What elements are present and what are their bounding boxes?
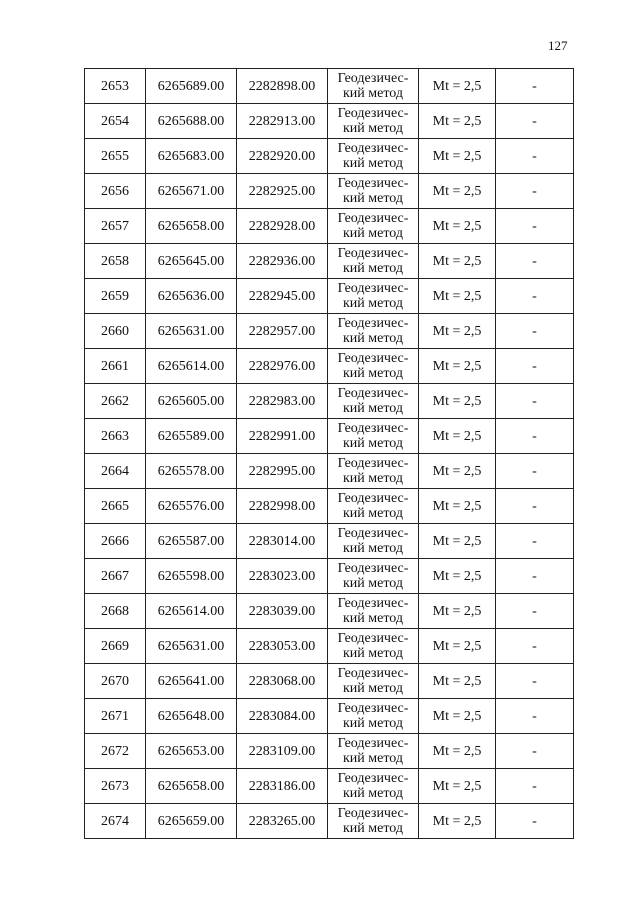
note-cell: -	[496, 489, 574, 524]
method-cell	[328, 139, 419, 174]
method-cell	[328, 69, 419, 104]
page-number: 127	[548, 38, 568, 53]
method-line-2: кий метод	[342, 786, 403, 801]
table-row	[85, 594, 574, 629]
method-cell	[328, 314, 419, 349]
note-cell: -	[496, 454, 574, 489]
method-line-1: Геодезичес-	[337, 386, 409, 401]
accuracy-cell: Mt = 2,5	[419, 489, 496, 524]
method-line-2: кий метод	[342, 401, 403, 416]
accuracy-cell: Mt = 2,5	[419, 279, 496, 314]
method-cell	[328, 734, 419, 769]
point-number-cell: 2659	[85, 279, 146, 314]
table-row	[85, 419, 574, 454]
table-row	[85, 209, 574, 244]
accuracy-cell: Mt = 2,5	[419, 699, 496, 734]
method-line-2: кий метод	[342, 191, 403, 206]
table-row	[85, 664, 574, 699]
note-cell: -	[496, 279, 574, 314]
y-coordinate-cell: 2283053.00	[237, 629, 328, 664]
method-line-2: кий метод	[342, 296, 403, 311]
accuracy-cell: Mt = 2,5	[419, 524, 496, 559]
table-row	[85, 489, 574, 524]
table-row	[85, 69, 574, 104]
x-coordinate-cell: 6265605.00	[146, 384, 237, 419]
note-cell: -	[496, 734, 574, 769]
y-coordinate-cell: 2282920.00	[237, 139, 328, 174]
method-line-1: Геодезичес-	[337, 71, 409, 86]
point-number-cell: 2653	[85, 69, 146, 104]
method-cell	[328, 384, 419, 419]
y-coordinate-cell: 2282936.00	[237, 244, 328, 279]
x-coordinate-cell: 6265576.00	[146, 489, 237, 524]
y-coordinate-cell: 2282928.00	[237, 209, 328, 244]
coordinates-table	[84, 68, 574, 839]
point-number-cell: 2669	[85, 629, 146, 664]
note-cell: -	[496, 559, 574, 594]
x-coordinate-cell: 6265658.00	[146, 209, 237, 244]
method-line-1: Геодезичес-	[337, 631, 409, 646]
point-number-cell: 2662	[85, 384, 146, 419]
method-cell	[328, 629, 419, 664]
y-coordinate-cell: 2282991.00	[237, 419, 328, 454]
method-line-2: кий метод	[342, 821, 403, 836]
note-cell: -	[496, 629, 574, 664]
method-line-1: Геодезичес-	[337, 421, 409, 436]
point-number-cell: 2660	[85, 314, 146, 349]
method-cell	[328, 419, 419, 454]
method-cell	[328, 174, 419, 209]
table-row	[85, 349, 574, 384]
accuracy-cell: Mt = 2,5	[419, 69, 496, 104]
method-line-1: Геодезичес-	[337, 806, 409, 821]
note-cell: -	[496, 209, 574, 244]
table-row	[85, 559, 574, 594]
method-line-1: Геодезичес-	[337, 596, 409, 611]
y-coordinate-cell: 2282983.00	[237, 384, 328, 419]
table-row	[85, 804, 574, 839]
point-number-cell: 2670	[85, 664, 146, 699]
method-line-2: кий метод	[342, 226, 403, 241]
table-row	[85, 104, 574, 139]
x-coordinate-cell: 6265653.00	[146, 734, 237, 769]
method-cell	[328, 804, 419, 839]
method-cell	[328, 699, 419, 734]
method-cell	[328, 769, 419, 804]
method-line-2: кий метод	[342, 331, 403, 346]
point-number-cell: 2666	[85, 524, 146, 559]
y-coordinate-cell: 2282976.00	[237, 349, 328, 384]
method-line-1: Геодезичес-	[337, 141, 409, 156]
method-line-2: кий метод	[342, 681, 403, 696]
note-cell: -	[496, 139, 574, 174]
method-line-2: кий метод	[342, 471, 403, 486]
method-line-1: Геодезичес-	[337, 246, 409, 261]
note-cell: -	[496, 69, 574, 104]
method-line-1: Геодезичес-	[337, 456, 409, 471]
note-cell: -	[496, 314, 574, 349]
point-number-cell: 2664	[85, 454, 146, 489]
accuracy-cell: Mt = 2,5	[419, 559, 496, 594]
point-number-cell: 2663	[85, 419, 146, 454]
y-coordinate-cell: 2282995.00	[237, 454, 328, 489]
method-line-2: кий метод	[342, 646, 403, 661]
table-row	[85, 629, 574, 664]
method-line-1: Геодезичес-	[337, 561, 409, 576]
accuracy-cell: Mt = 2,5	[419, 349, 496, 384]
method-line-1: Геодезичес-	[337, 316, 409, 331]
y-coordinate-cell: 2282945.00	[237, 279, 328, 314]
method-cell	[328, 209, 419, 244]
accuracy-cell: Mt = 2,5	[419, 419, 496, 454]
note-cell: -	[496, 384, 574, 419]
method-line-2: кий метод	[342, 506, 403, 521]
table-row	[85, 699, 574, 734]
note-cell: -	[496, 104, 574, 139]
y-coordinate-cell: 2283014.00	[237, 524, 328, 559]
table-body	[85, 69, 574, 839]
accuracy-cell: Mt = 2,5	[419, 314, 496, 349]
y-coordinate-cell: 2282957.00	[237, 314, 328, 349]
method-cell	[328, 244, 419, 279]
x-coordinate-cell: 6265636.00	[146, 279, 237, 314]
point-number-cell: 2674	[85, 804, 146, 839]
accuracy-cell: Mt = 2,5	[419, 664, 496, 699]
point-number-cell: 2656	[85, 174, 146, 209]
point-number-cell: 2657	[85, 209, 146, 244]
accuracy-cell: Mt = 2,5	[419, 734, 496, 769]
table-row	[85, 279, 574, 314]
x-coordinate-cell: 6265659.00	[146, 804, 237, 839]
accuracy-cell: Mt = 2,5	[419, 454, 496, 489]
table-row	[85, 174, 574, 209]
x-coordinate-cell: 6265578.00	[146, 454, 237, 489]
note-cell: -	[496, 524, 574, 559]
accuracy-cell: Mt = 2,5	[419, 244, 496, 279]
x-coordinate-cell: 6265614.00	[146, 349, 237, 384]
method-line-1: Геодезичес-	[337, 666, 409, 681]
method-line-1: Геодезичес-	[337, 281, 409, 296]
x-coordinate-cell: 6265689.00	[146, 69, 237, 104]
method-line-2: кий метод	[342, 576, 403, 591]
table-row	[85, 524, 574, 559]
method-line-1: Геодезичес-	[337, 176, 409, 191]
y-coordinate-cell: 2282925.00	[237, 174, 328, 209]
method-cell	[328, 664, 419, 699]
note-cell: -	[496, 804, 574, 839]
note-cell: -	[496, 699, 574, 734]
x-coordinate-cell: 6265631.00	[146, 314, 237, 349]
y-coordinate-cell: 2283084.00	[237, 699, 328, 734]
y-coordinate-cell: 2283265.00	[237, 804, 328, 839]
table-row	[85, 384, 574, 419]
table-row	[85, 769, 574, 804]
x-coordinate-cell: 6265671.00	[146, 174, 237, 209]
note-cell: -	[496, 419, 574, 454]
y-coordinate-cell: 2283023.00	[237, 559, 328, 594]
x-coordinate-cell: 6265614.00	[146, 594, 237, 629]
note-cell: -	[496, 594, 574, 629]
y-coordinate-cell: 2282913.00	[237, 104, 328, 139]
method-cell	[328, 524, 419, 559]
x-coordinate-cell: 6265688.00	[146, 104, 237, 139]
accuracy-cell: Mt = 2,5	[419, 209, 496, 244]
x-coordinate-cell: 6265598.00	[146, 559, 237, 594]
y-coordinate-cell: 2283186.00	[237, 769, 328, 804]
accuracy-cell: Mt = 2,5	[419, 804, 496, 839]
method-line-2: кий метод	[342, 156, 403, 171]
method-line-1: Геодезичес-	[337, 106, 409, 121]
method-line-2: кий метод	[342, 751, 403, 766]
method-line-1: Геодезичес-	[337, 351, 409, 366]
table-row	[85, 244, 574, 279]
point-number-cell: 2654	[85, 104, 146, 139]
point-number-cell: 2672	[85, 734, 146, 769]
note-cell: -	[496, 174, 574, 209]
accuracy-cell: Mt = 2,5	[419, 629, 496, 664]
y-coordinate-cell: 2283039.00	[237, 594, 328, 629]
point-number-cell: 2655	[85, 139, 146, 174]
x-coordinate-cell: 6265683.00	[146, 139, 237, 174]
accuracy-cell: Mt = 2,5	[419, 769, 496, 804]
point-number-cell: 2673	[85, 769, 146, 804]
table-row	[85, 139, 574, 174]
method-line-2: кий метод	[342, 86, 403, 101]
method-cell	[328, 349, 419, 384]
note-cell: -	[496, 769, 574, 804]
method-cell	[328, 594, 419, 629]
x-coordinate-cell: 6265587.00	[146, 524, 237, 559]
point-number-cell: 2667	[85, 559, 146, 594]
x-coordinate-cell: 6265648.00	[146, 699, 237, 734]
y-coordinate-cell: 2283068.00	[237, 664, 328, 699]
method-line-2: кий метод	[342, 121, 403, 136]
table-row	[85, 454, 574, 489]
accuracy-cell: Mt = 2,5	[419, 384, 496, 419]
method-line-2: кий метод	[342, 261, 403, 276]
x-coordinate-cell: 6265589.00	[146, 419, 237, 454]
accuracy-cell: Mt = 2,5	[419, 174, 496, 209]
method-line-2: кий метод	[342, 716, 403, 731]
x-coordinate-cell: 6265641.00	[146, 664, 237, 699]
method-line-1: Геодезичес-	[337, 211, 409, 226]
y-coordinate-cell: 2282898.00	[237, 69, 328, 104]
point-number-cell: 2668	[85, 594, 146, 629]
method-line-1: Геодезичес-	[337, 701, 409, 716]
table-row	[85, 734, 574, 769]
note-cell: -	[496, 664, 574, 699]
method-line-2: кий метод	[342, 611, 403, 626]
note-cell: -	[496, 349, 574, 384]
accuracy-cell: Mt = 2,5	[419, 139, 496, 174]
method-line-2: кий метод	[342, 436, 403, 451]
method-cell	[328, 104, 419, 139]
note-cell: -	[496, 244, 574, 279]
method-cell	[328, 489, 419, 524]
y-coordinate-cell: 2282998.00	[237, 489, 328, 524]
method-line-2: кий метод	[342, 366, 403, 381]
method-line-1: Геодезичес-	[337, 771, 409, 786]
y-coordinate-cell: 2283109.00	[237, 734, 328, 769]
accuracy-cell: Mt = 2,5	[419, 594, 496, 629]
method-line-1: Геодезичес-	[337, 736, 409, 751]
method-line-1: Геодезичес-	[337, 491, 409, 506]
x-coordinate-cell: 6265631.00	[146, 629, 237, 664]
point-number-cell: 2661	[85, 349, 146, 384]
method-cell	[328, 559, 419, 594]
method-line-2: кий метод	[342, 541, 403, 556]
method-cell	[328, 454, 419, 489]
accuracy-cell: Mt = 2,5	[419, 104, 496, 139]
point-number-cell: 2658	[85, 244, 146, 279]
x-coordinate-cell: 6265658.00	[146, 769, 237, 804]
method-cell	[328, 279, 419, 314]
method-line-1: Геодезичес-	[337, 526, 409, 541]
point-number-cell: 2671	[85, 699, 146, 734]
point-number-cell: 2665	[85, 489, 146, 524]
x-coordinate-cell: 6265645.00	[146, 244, 237, 279]
table-row	[85, 314, 574, 349]
